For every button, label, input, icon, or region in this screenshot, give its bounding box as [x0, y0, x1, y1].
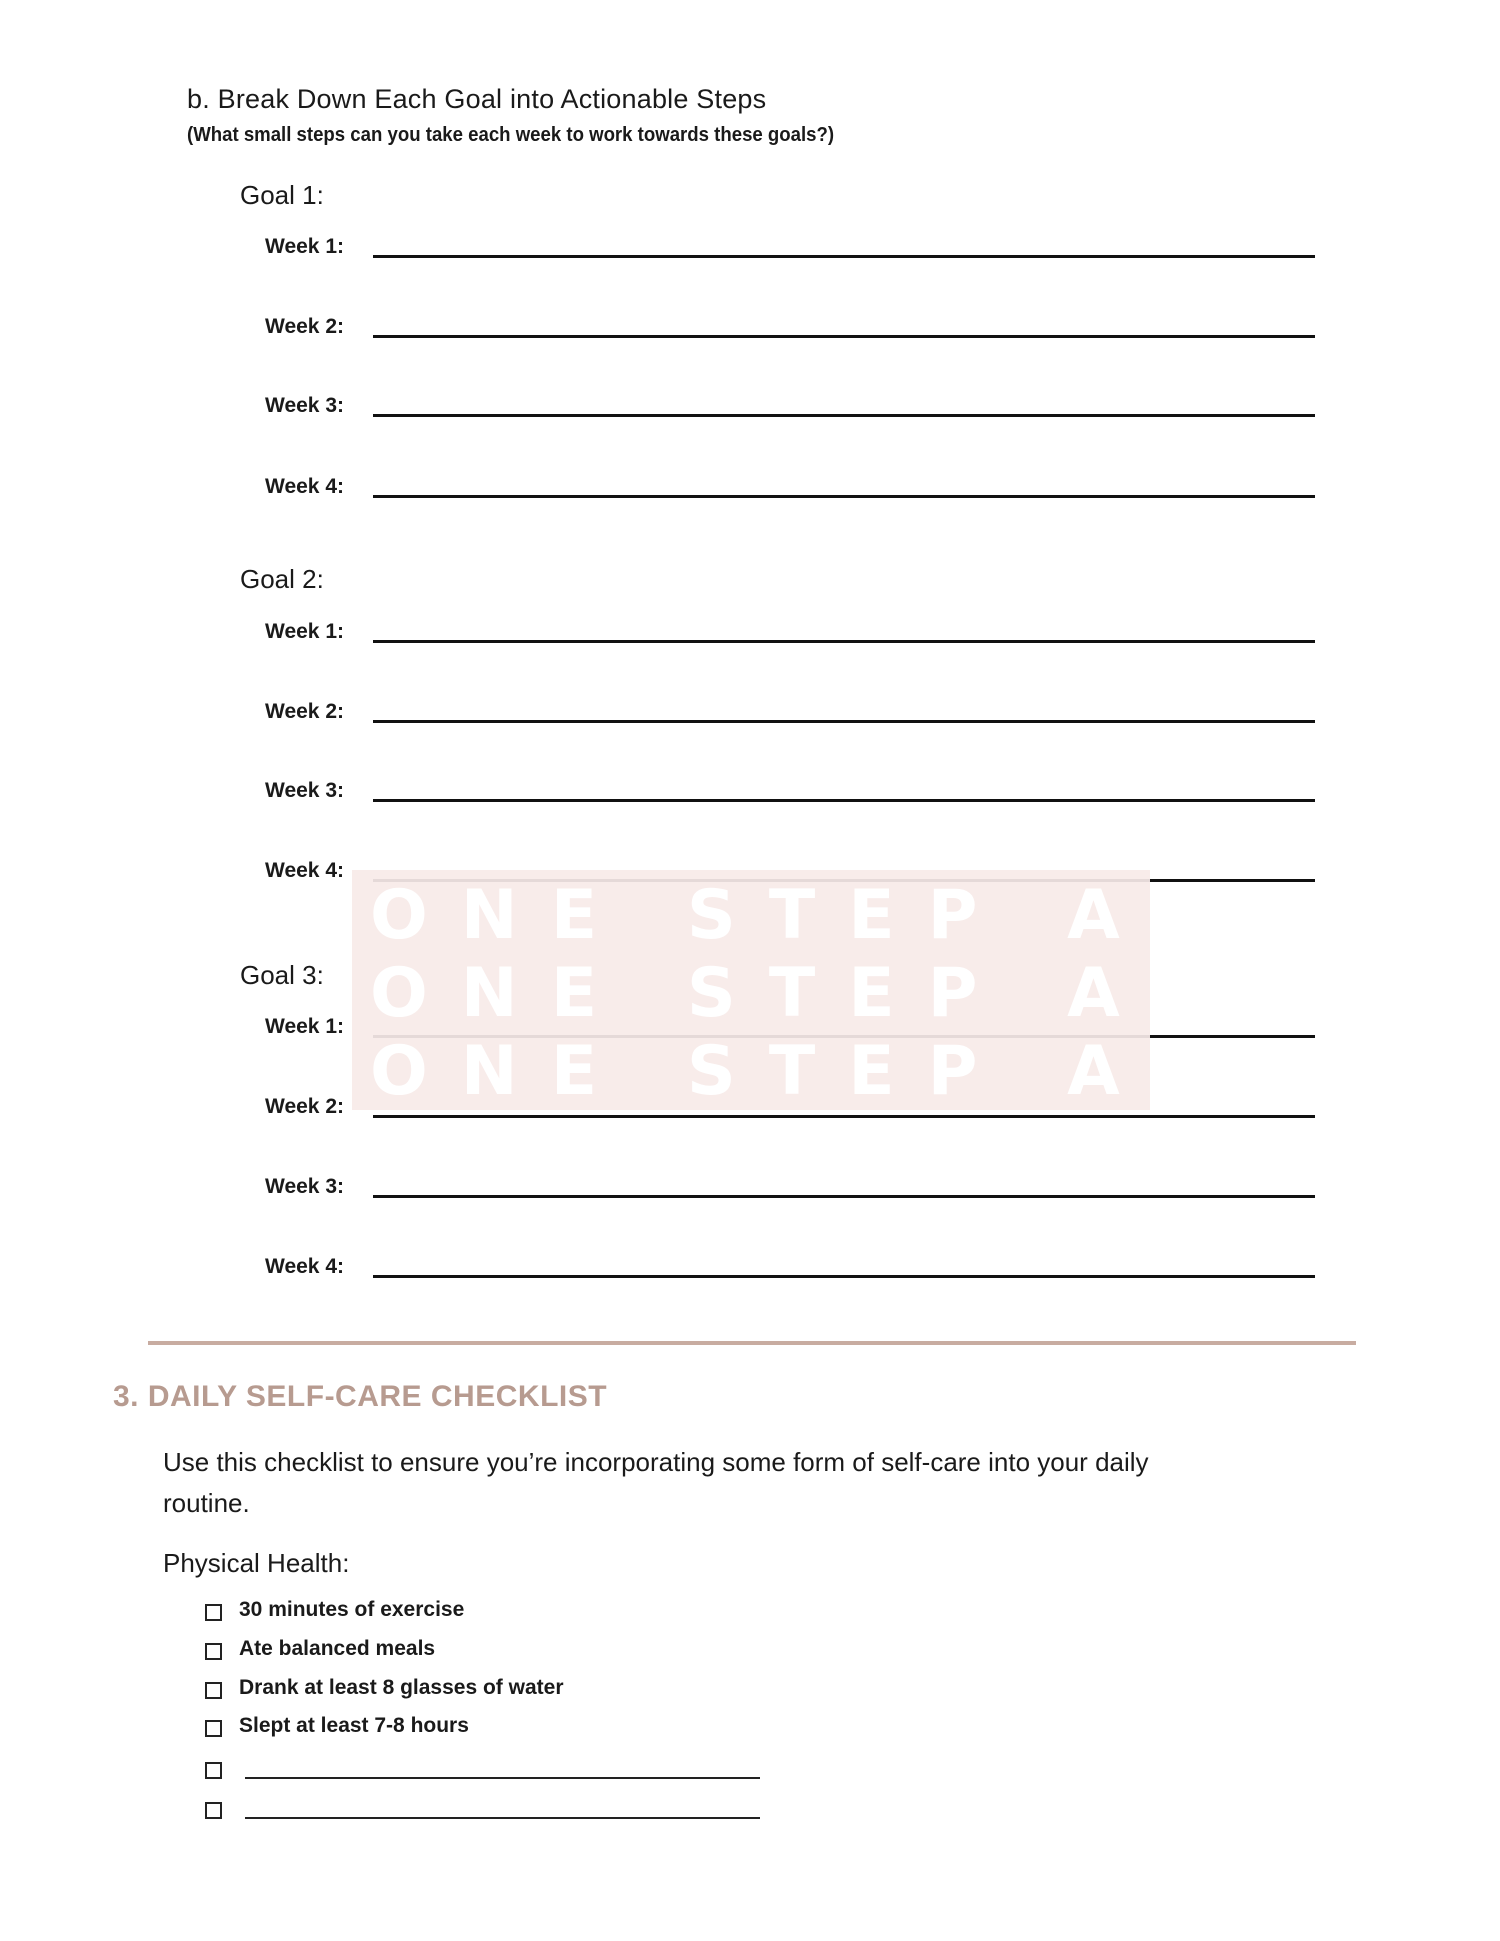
week-label: Week 1: [265, 1015, 344, 1038]
week-label: Week 2: [265, 315, 344, 338]
week-label: Week 3: [265, 394, 344, 417]
week-label: Week 4: [265, 475, 344, 498]
goal-1-week-1-row[interactable] [265, 235, 1315, 269]
section-3-intro: Use this checklist to ensure you’re incorporating some form of self-care into your daily routine. [163, 1447, 1149, 1518]
section-b-subheading: (What small steps can you take each week to work towards these goals?) [187, 124, 835, 146]
goal-2-week-3-row[interactable] [265, 779, 1315, 813]
answer-line[interactable] [373, 495, 1315, 498]
goal-1-label: Goal 1: [240, 180, 324, 210]
answer-line[interactable] [373, 1115, 1315, 1118]
week-label: Week 1: [265, 235, 344, 258]
goal-3-label: Goal 3: [240, 960, 324, 990]
watermark-text: ONE STEP AHEAD [370, 1032, 1498, 1111]
answer-line[interactable] [373, 720, 1315, 723]
checklist-item[interactable] [205, 1676, 805, 1704]
week-label: Week 4: [265, 859, 344, 882]
checkbox[interactable] [205, 1604, 222, 1621]
week-label: Week 2: [265, 1095, 344, 1118]
goal-1-week-2-row[interactable] [265, 315, 1315, 349]
checklist-item-label: Slept at least 7-8 hours [239, 1714, 469, 1737]
week-label: Week 3: [265, 779, 344, 802]
checkbox[interactable] [205, 1802, 222, 1819]
goal-3-week-3-row[interactable] [265, 1175, 1315, 1209]
checklist-item-label: 30 minutes of exercise [239, 1598, 465, 1621]
answer-line[interactable] [373, 414, 1315, 417]
section-3-title: 3. DAILY SELF-CARE CHECKLIST [113, 1380, 608, 1413]
checklist-item-label: Drank at least 8 glasses of water [239, 1676, 564, 1699]
answer-line[interactable] [373, 640, 1315, 643]
goal-1-week-4-row[interactable] [265, 475, 1315, 509]
goal-2-week-1-row[interactable] [265, 620, 1315, 654]
checklist-blank-item[interactable] [205, 1796, 805, 1824]
checkbox[interactable] [205, 1762, 222, 1779]
watermark-text: ONE STEP AHEAD [370, 954, 1498, 1033]
checklist-item[interactable] [205, 1598, 805, 1626]
goal-2-label: Goal 2: [240, 564, 324, 594]
section-divider [148, 1341, 1356, 1345]
goal-3-week-4-row[interactable] [265, 1255, 1315, 1289]
checklist-item[interactable] [205, 1637, 805, 1665]
week-label: Week 2: [265, 700, 344, 723]
answer-line[interactable] [373, 1195, 1315, 1198]
week-label: Week 4: [265, 1255, 344, 1278]
answer-line[interactable] [373, 1275, 1315, 1278]
checklist-blank-item[interactable] [205, 1756, 805, 1784]
answer-line[interactable] [373, 799, 1315, 802]
goal-2-week-2-row[interactable] [265, 700, 1315, 734]
physical-health-label: Physical Health: [163, 1548, 350, 1578]
answer-line[interactable] [373, 255, 1315, 258]
checklist-item[interactable] [205, 1714, 805, 1742]
week-label: Week 3: [265, 1175, 344, 1198]
goal-1-week-3-row[interactable] [265, 394, 1315, 428]
checkbox[interactable] [205, 1643, 222, 1660]
watermark [352, 870, 1498, 1111]
watermark-text: ONE STEP AHEAD [370, 876, 1498, 955]
week-label: Week 1: [265, 620, 344, 643]
checklist-item-label: Ate balanced meals [239, 1637, 436, 1660]
answer-line[interactable] [373, 335, 1315, 338]
checkbox[interactable] [205, 1682, 222, 1699]
checkbox[interactable] [205, 1720, 222, 1737]
section-b-heading: b. Break Down Each Goal into Actionable Steps [187, 84, 767, 114]
blank-line[interactable] [245, 1777, 760, 1779]
blank-line[interactable] [245, 1817, 760, 1819]
